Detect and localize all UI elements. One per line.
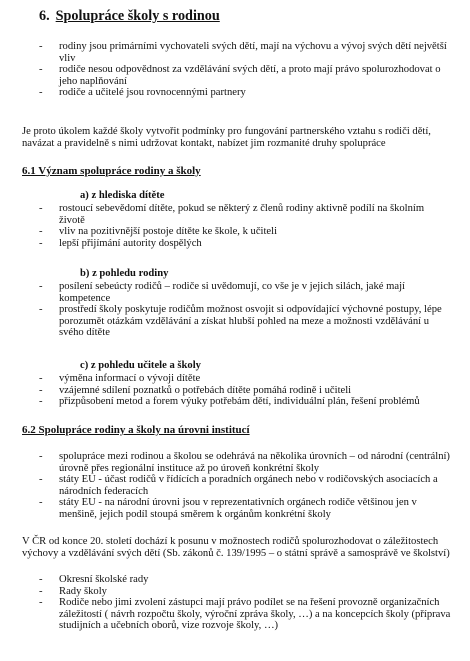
- subsection-b-title: b) z pohledu rodiny: [80, 268, 169, 279]
- section-1-title: 6.1 Význam spolupráce rodiny a školy: [22, 165, 201, 177]
- section-2-list: [39, 451, 451, 521]
- list-item: - posílení sebeúcty rodičů – rodiče si uvědomují, co vše je v jejich silách, jaké mají kompetence: [39, 281, 405, 304]
- intro-paragraph: Je proto úkolem každé školy vytvořit podmínky pro fungování partnerského vztahu s rodiči dětí, navázat a pravidelně s nimi udržovat kontakt, nabízet jim rozmanité druhy spolupráce: [22, 126, 431, 149]
- list-item: - lepší přijímání autority dospělých: [39, 237, 202, 249]
- list-item: - Rady školy: [39, 585, 107, 597]
- list-item: - výměna informací o vývoji dítěte: [39, 373, 201, 384]
- list-item: - rodiče nesou odpovědnost za vzdělávání svých dětí, a proto mají právo spolurozhodovat o jeho naplňování: [39, 64, 441, 87]
- subsection-a-list: [39, 203, 451, 249]
- chapter-heading: [39, 8, 220, 24]
- subsection-c-list: [39, 373, 459, 408]
- section-2-paragraph: V ČR od konce 20. století dochází k posunu v možnostech rodičů spolurozhodovat o záležitostech výchovy a vzdělávání svých dětí (Sb. zákonů č. 139/1995 – o státní správě a samosprávě ve školství): [22, 536, 450, 559]
- list-item: - spolupráce mezi rodinou a školou se odehrává na několika úrovních – od národní (centrální) úrovně přes regionální instituce až po úroveň konkrétní školy: [39, 451, 450, 474]
- list-item: - vzájemné sdílení poznatků o potřebách dítěte pomáhá rodině i učiteli: [39, 384, 352, 396]
- chapter-number: 6.: [39, 8, 50, 24]
- subsection-a-title: a) z hlediska dítěte: [80, 190, 165, 201]
- list-item: - rodiny jsou primárními vychovateli svých dětí, mají na výchovu a vývoj svých dětí největší vliv: [39, 41, 447, 64]
- list-item: - Rodiče nebo jimi zvolení zástupci mají právo podílet se na řešení provozně organizačních záležitostí ( návrh rozpočtu školy, výroční zpráva školy, …) a na koncepcích školy (příprava studijních a učebních oborů, vize rozvoje školy, …): [39, 597, 451, 632]
- section-2-last-list: [39, 574, 451, 632]
- list-item: - státy EU - na národní úrovni jsou v reprezentativních orgánech rodiče většinou jen v menšině, jejich podíl stoupá směrem k orgánům konkrétní školy: [39, 497, 417, 520]
- list-item: - prostředí školy poskytuje rodičům možnost osvojit si odpovídající výchovné postupy, lépe porozumět otázkám vzdělávání a získat hlubší pohled na meze a možnosti vzdělávání u svého dítěte: [39, 304, 442, 339]
- list-item: - rodiče a učitelé jsou rovnocennými partnery: [39, 87, 246, 99]
- list-item: - vliv na pozitivnější postoje dítěte ke škole, k učiteli: [39, 226, 278, 238]
- list-item: - rostoucí sebevědomí dítěte, pokud se některý z členů rodiny aktivně podílí na školním životě: [39, 203, 425, 226]
- subsection-b-list: [39, 281, 451, 339]
- list-item: - státy EU - účast rodičů v řídících a poradních orgánech nebo v rodičovských asociacích a národních federacích: [39, 474, 438, 497]
- subsection-c-title: c) z pohledu učitele a školy: [80, 360, 201, 371]
- list-item: - Okresní školské rady: [39, 574, 149, 585]
- section-2-title: 6.2 Spolupráce rodiny a školy na úrovni institucí: [22, 424, 250, 436]
- intro-list: [39, 41, 449, 99]
- chapter-title: Spolupráce školy s rodinou: [55, 8, 220, 24]
- list-item: - přizpůsobení metod a forem výuky potřebám dětí, individuální plán, řešení problémů: [39, 396, 420, 408]
